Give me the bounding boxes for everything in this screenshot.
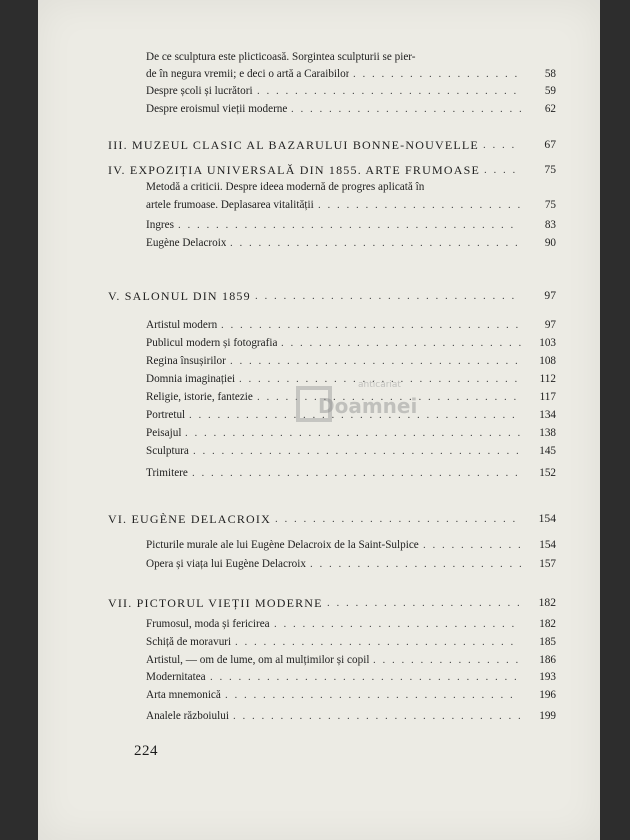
watermark xyxy=(248,378,448,458)
toc-page-number: 97 xyxy=(544,319,556,331)
toc-entry-title: IV. EXPOZIȚIA UNIVERSALĂ DIN 1855. ARTE FRUMOASE xyxy=(108,163,480,177)
toc-page-number: 83 xyxy=(544,219,556,231)
toc-page-number: 196 xyxy=(539,689,556,701)
toc-entry-title: V. SALONUL DIN 1859 xyxy=(108,289,251,303)
toc-entry-title: Peisajul xyxy=(146,427,182,439)
toc-leader-dots xyxy=(235,635,524,649)
toc-leader-dots xyxy=(221,318,524,332)
toc-page-number: 97 xyxy=(544,289,556,302)
toc-page-number: 154 xyxy=(538,512,556,525)
toc-page-number: 185 xyxy=(539,636,556,648)
toc-leader-dots xyxy=(233,709,524,723)
toc-leader-dots xyxy=(281,336,524,350)
toc-entry-title: Sculptura xyxy=(146,445,189,457)
toc-leader-dots xyxy=(483,138,524,152)
toc-entry-title: Frumosul, moda și fericirea xyxy=(146,618,270,630)
toc-entry-title: Metodă a criticii. Despre ideea modernă de progres aplicată în xyxy=(146,181,425,193)
toc-entry-title: de în negura vremii; e deci o artă a Caraibilor xyxy=(146,68,350,80)
toc-entry-title: Portretul xyxy=(146,409,186,421)
toc-page-number: 186 xyxy=(539,654,556,666)
toc-page-number: 58 xyxy=(544,68,556,80)
toc-leader-dots xyxy=(225,688,524,702)
toc-entry-title: Religie, istorie, fantezie xyxy=(146,391,253,403)
toc-page-number: 103 xyxy=(539,337,556,349)
toc-page-number: 59 xyxy=(544,85,556,97)
toc-leader-dots xyxy=(318,198,524,212)
toc-page-number: 154 xyxy=(539,539,556,551)
toc-entry-title: Domnia imaginației xyxy=(146,373,236,385)
toc-page-number: 193 xyxy=(539,671,556,683)
watermark-small-text: anticariat xyxy=(358,380,401,390)
toc-entry-title: Eugène Delacroix xyxy=(146,237,227,249)
toc-page-number: 182 xyxy=(538,596,556,609)
toc-entry-title: De ce sculptura este plicticoasă. Sorgintea sculpturii se pier- xyxy=(146,51,416,63)
toc-page-number: 145 xyxy=(539,445,556,457)
toc-entry-title: Opera și viața lui Eugène Delacroix xyxy=(146,558,306,570)
toc-entry-title: Artistul, — om de lume, om al mulțimilor și copil xyxy=(146,654,370,666)
toc-leader-dots xyxy=(353,67,524,81)
toc-entry-title: Despre școli și lucrători xyxy=(146,85,253,97)
toc-leader-dots xyxy=(291,102,524,116)
toc-leader-dots xyxy=(310,557,524,571)
toc-leader-dots xyxy=(327,596,524,610)
toc-entry-title: Arta mnemonică xyxy=(146,689,221,701)
toc-page-number: 75 xyxy=(544,199,556,211)
toc-page-number: 199 xyxy=(539,710,556,722)
toc-page-number: 157 xyxy=(539,558,556,570)
toc-entry-title: Ingres xyxy=(146,219,174,231)
toc-entry-title: Trimitere xyxy=(146,467,188,479)
toc-leader-dots xyxy=(484,163,524,177)
toc-leader-dots xyxy=(257,84,524,98)
toc-entry-title: Analele războiului xyxy=(146,710,229,722)
left-margin xyxy=(0,0,38,840)
book-page xyxy=(38,0,600,840)
toc-leader-dots xyxy=(423,538,524,552)
toc-leader-dots xyxy=(230,236,524,250)
right-margin xyxy=(600,0,630,840)
toc-page-number: 138 xyxy=(539,427,556,439)
toc-leader-dots xyxy=(274,617,524,631)
toc-entry-title: VI. EUGÈNE DELACROIX xyxy=(108,512,271,526)
toc-leader-dots xyxy=(373,653,524,667)
toc-entry-title: Despre eroismul vieții moderne xyxy=(146,103,288,115)
toc-page-number: 117 xyxy=(539,391,556,403)
toc-page-number: 112 xyxy=(539,373,556,385)
toc-leader-dots xyxy=(255,289,524,303)
toc-leader-dots xyxy=(178,218,524,232)
toc-entry-title: Publicul modern și fotografia xyxy=(146,337,278,349)
toc-entry-title: Artistul modern xyxy=(146,319,218,331)
toc-page-number: 67 xyxy=(544,138,556,151)
toc-entry-title: III. MUZEUL CLASIC AL BAZARULUI BONNE-NOUVELLE xyxy=(108,138,479,152)
toc-page-number: 108 xyxy=(539,355,556,367)
toc-entry-title: Modernitatea xyxy=(146,671,206,683)
toc-page-number: 152 xyxy=(539,467,556,479)
toc-entry-title: artele frumoase. Deplasarea vitalității xyxy=(146,199,314,211)
toc-entry-title: Schiță de moravuri xyxy=(146,636,232,648)
page-number: 224 xyxy=(134,743,158,759)
toc-entry-title: Regina însușirilor xyxy=(146,355,226,367)
toc-page-number: 75 xyxy=(544,163,556,176)
toc-page-number: 134 xyxy=(539,409,556,421)
toc-leader-dots xyxy=(275,512,524,526)
toc-leader-dots xyxy=(230,354,524,368)
toc-page-number: 62 xyxy=(544,103,556,115)
toc-page-number: 90 xyxy=(544,237,556,249)
toc-leader-dots xyxy=(210,670,524,684)
toc-entry-title: VII. PICTORUL VIEȚII MODERNE xyxy=(108,596,323,610)
toc-leader-dots xyxy=(192,466,524,480)
toc-page-number: 182 xyxy=(539,618,556,630)
toc-entry-title: Picturile murale ale lui Eugène Delacroix de la Saint-Sulpice xyxy=(146,539,419,551)
watermark-brand-text: Doamnei xyxy=(318,394,418,418)
